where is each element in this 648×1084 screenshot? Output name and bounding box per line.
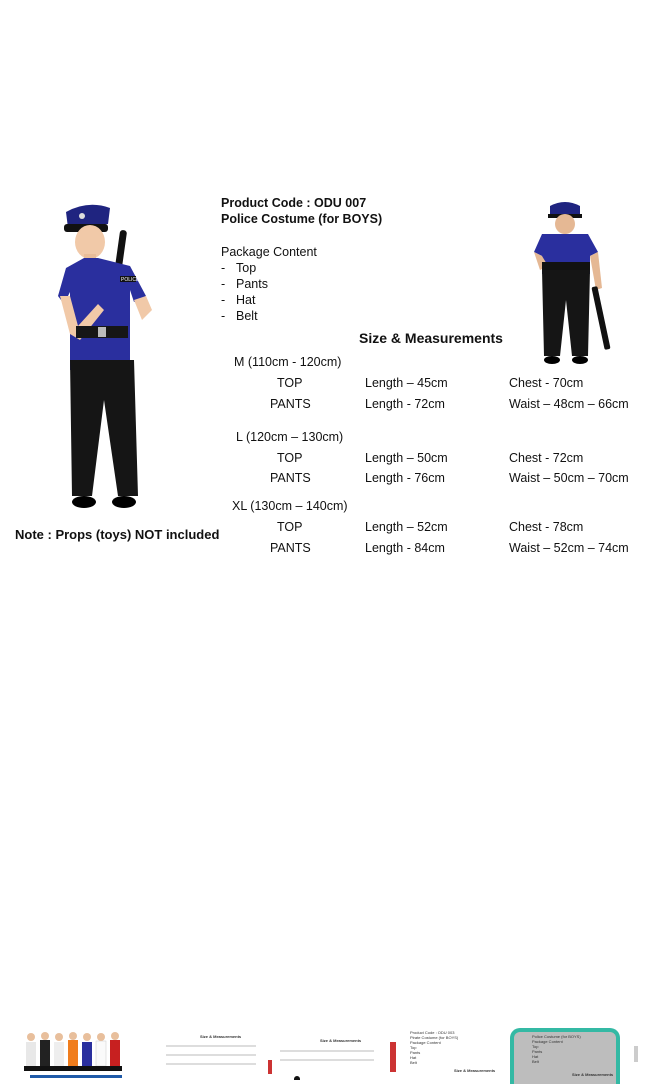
thumbnail-5-selected[interactable]: [510, 1028, 620, 1084]
size-xl-pants-waist: Waist – 52cm – 74cm: [509, 541, 629, 555]
size-xl-pants-part: PANTS: [270, 541, 311, 555]
thumbnail-4-sub: Size & Measurements: [454, 1068, 496, 1073]
size-measurements-title: Size & Measurements: [359, 330, 503, 346]
size-xl-top-length: Length – 52cm: [365, 520, 448, 534]
costume-front-image: [58, 200, 158, 512]
size-m-pants-part: PANTS: [270, 397, 311, 411]
size-l-pants-length: Length - 76cm: [365, 471, 445, 485]
package-content: [221, 244, 317, 324]
size-m-pants-waist: Waist – 48cm – 66cm: [509, 397, 629, 411]
size-xl-top-chest: Chest - 78cm: [509, 520, 584, 534]
thumbnail-strip: [0, 1022, 648, 1080]
size-label-l: L (120cm – 130cm): [236, 430, 344, 444]
thumbnail-2-title: Size & Measurements: [200, 1034, 242, 1039]
package-item: - Top: [221, 261, 257, 275]
package-item: - Hat: [221, 293, 256, 307]
thumbnail-4-text: Product Code : ODU 003 Pirate Costume (for BOYS) Package Content Top Pants Hat Belt: [410, 1030, 459, 1065]
costume-group-image: [18, 1028, 134, 1080]
package-title: Package Content: [221, 245, 317, 259]
thumbnail-5-text: Police Costume (for BOYS) Package Content Top Pants Hat Belt: [532, 1034, 581, 1064]
costume-back-image: [528, 200, 620, 368]
thumbnail-1[interactable]: [18, 1028, 134, 1080]
thumbnail-2[interactable]: [150, 1028, 258, 1080]
package-item: - Pants: [221, 277, 268, 291]
product-name: Police Costume (for BOYS): [221, 212, 383, 226]
thumbnail-5-sub: Size & Measurements: [572, 1072, 614, 1077]
size-l-top-length: Length – 50cm: [365, 451, 448, 465]
size-l-pants-waist: Waist – 50cm – 70cm: [509, 471, 629, 485]
thumbnail-4[interactable]: [388, 1028, 500, 1080]
product-info: [221, 195, 382, 227]
size-l-top-chest: Chest - 72cm: [509, 451, 584, 465]
package-item: - Belt: [221, 309, 258, 323]
size-m-pants-length: Length - 72cm: [365, 397, 445, 411]
size-xl-pants-length: Length - 84cm: [365, 541, 445, 555]
size-l-top-part: TOP: [277, 451, 303, 465]
police-badge-text: POLICE: [121, 277, 140, 283]
size-l-pants-part: PANTS: [270, 471, 311, 485]
size-label-m: M (110cm - 120cm): [234, 355, 342, 369]
size-m-top-chest: Chest - 70cm: [509, 376, 584, 390]
product-code: Product Code : ODU 007: [221, 196, 367, 210]
size-xl-top-part: TOP: [277, 520, 303, 534]
thumbnail-6-partial[interactable]: [628, 1028, 648, 1080]
size-m-top-length: Length – 45cm: [365, 376, 448, 390]
props-note: Note : Props (toys) NOT included: [15, 527, 220, 542]
thumbnail-3[interactable]: [266, 1028, 378, 1080]
size-m-top-part: TOP: [277, 376, 303, 390]
size-label-xl: XL (130cm – 140cm): [232, 499, 348, 513]
thumbnail-3-title: Size & Measurements: [320, 1038, 362, 1043]
